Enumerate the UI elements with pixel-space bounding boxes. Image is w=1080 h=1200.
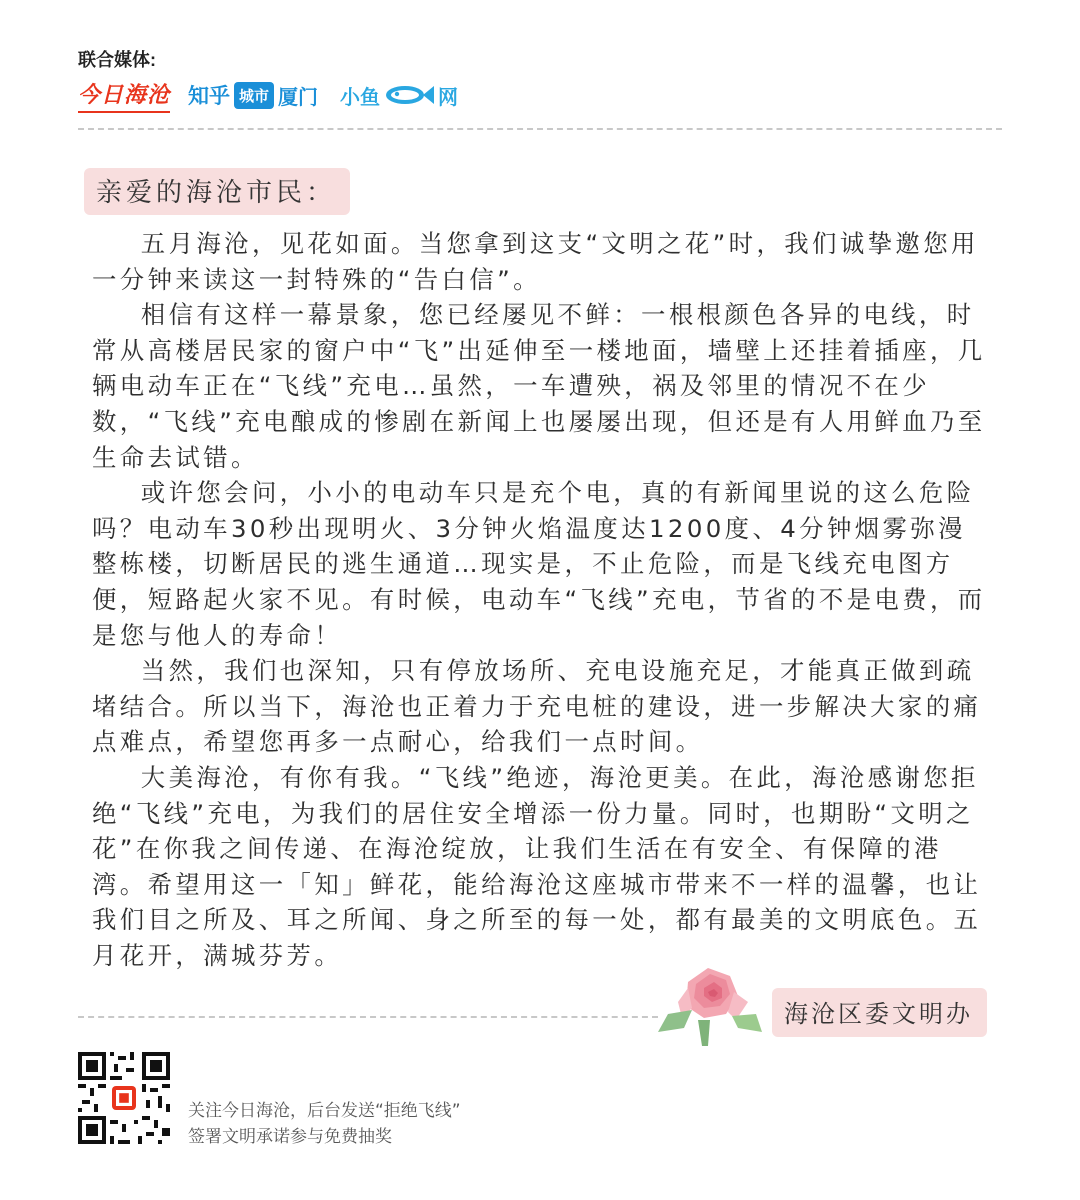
signature: 海沧区委文明办 (772, 988, 987, 1037)
letter-paragraph: 五月海沧，见花如面。当您拿到这支“文明之花”时，我们诚挚邀您用一分钟来读这一封特殊的“告白信”。 (92, 229, 979, 294)
letter-paragraph: 相信有这样一幕景象，您已经屡见不鲜：一根根颜色各异的电线，时常从高楼居民家的窗户中“飞”出延伸至一楼地面，墙壁上还挂着插座，几辆电动车正在“飞线”充电…虽然，一车遭殃，祸及邻里的情况不在少数，“飞线”充电酿成的惨剧在新闻上也屡屡出现，但还是有人用鲜血乃至生命去试错。 (92, 300, 986, 472)
joint-media-label: 联合媒体: (78, 50, 156, 70)
bottom-divider (78, 1016, 658, 1018)
fish-icon (383, 83, 435, 107)
city-badge: 城市 (234, 82, 274, 109)
footer-line-1: 关注今日海沧，后台发送“拒绝飞线” (188, 1101, 461, 1121)
salutation: 亲爱的海沧市民： (84, 168, 350, 215)
xiaoyu-net-logo[interactable] (340, 81, 458, 110)
rose-icon (648, 962, 768, 1048)
xiamen-logo-text: 厦门 (278, 84, 319, 109)
letter-paragraph: 当然，我们也深知，只有停放场所、充电设施充足，才能真正做到疏堵结合。所以当下，海沧也正着力于充电桩的建设，进一步解决大家的痛点难点，希望您再多一点耐心，给我们一点时间。 (92, 656, 982, 757)
partner-logos (78, 78, 458, 112)
xiaoyu-logo-text: 小鱼 (340, 84, 381, 109)
top-divider (78, 128, 1002, 130)
wang-logo-text: 网 (438, 84, 459, 109)
footer-line-2: 签署文明承诺参与免费抽奖 (188, 1127, 392, 1147)
zhihu-logo[interactable]: 知乎 (188, 84, 231, 108)
letter-paragraph: 大美海沧，有你有我。“飞线”绝迹，海沧更美。在此，海沧感谢您拒绝“飞线”充电，为我们的居住安全增添一份力量。同时，也期盼“文明之花”在你我之间传递、在海沧绽放，让我们生活在有安全、有保障的港湾。希望用这一「知」鲜花，能给海沧这座城市带来不一样的温馨，也让我们目之所及、耳之所闻、身之所至的每一处，都有最美的文明底色。五月花开，满城芬芳。 (92, 762, 982, 970)
qr-code-icon[interactable] (78, 1052, 170, 1144)
letter-paragraph: 或许您会问，小小的电动车只是充个电，真的有新闻里说的这么危险吗？电动车30秒出现明火、3分钟火焰温度达1200度、4分钟烟雾弥漫整栋楼，切断居民的逃生通道…现实是，不止危险，而是飞线充电图方便，短路起火家不见。有时候，电动车“飞线”充电，节省的不是电费，而是您与他人的寿命！ (92, 478, 986, 650)
footer-instructions (188, 1098, 461, 1150)
letter-body (92, 226, 992, 973)
jinri-haicang-logo[interactable]: 今日海沧 (78, 78, 170, 113)
